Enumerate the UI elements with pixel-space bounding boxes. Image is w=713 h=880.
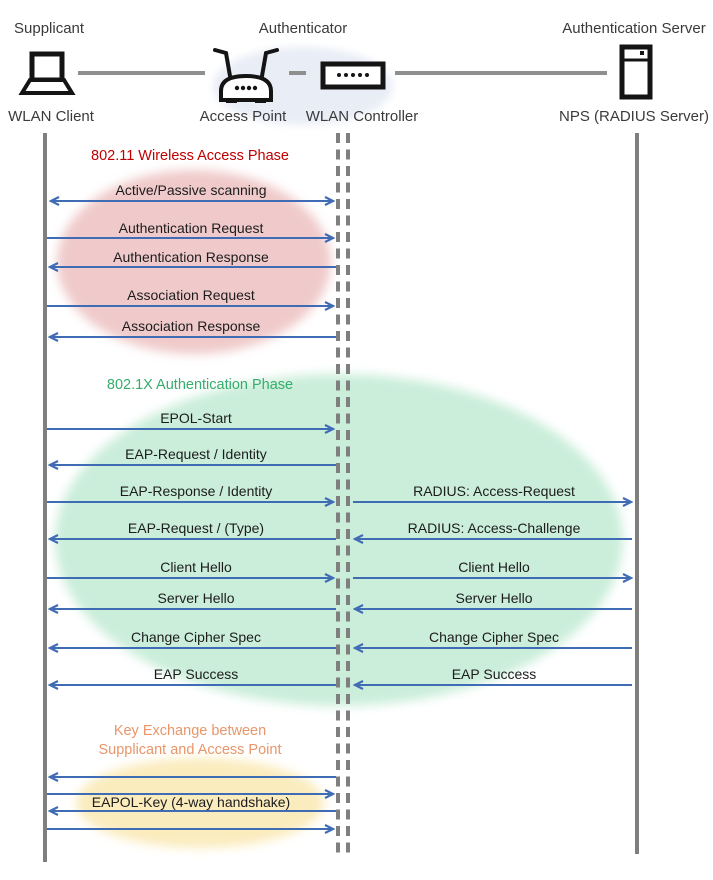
msg-radius-access-request: RADIUS: Access-Request <box>413 483 575 499</box>
device-wlan-client: WLAN Client <box>8 108 94 125</box>
msg-eap-success-right: EAP Success <box>451 666 537 682</box>
msg-server-hello-left: Server Hello <box>157 590 235 606</box>
device-wlan-controller: WLAN Controller <box>305 108 419 125</box>
msg-eap-request-type: EAP-Request / (Type) <box>127 520 265 536</box>
device-nps-radius-server: NPS (RADIUS Server) <box>558 108 710 125</box>
dot1x-phase-title: 802.1X Authentication Phase <box>106 377 294 393</box>
msg-epol-start: EPOL-Start <box>160 410 232 426</box>
msg-active-passive-scanning: Active/Passive scanning <box>115 182 267 198</box>
msg-client-hello-left: Client Hello <box>160 559 232 575</box>
msg-association-response: Association Response <box>121 318 261 334</box>
server-icon <box>622 47 650 97</box>
msg-eap-success-left: EAP Success <box>153 666 239 682</box>
msg-radius-access-challenge: RADIUS: Access-Challenge <box>407 520 581 536</box>
msg-server-hello-right: Server Hello <box>455 590 533 606</box>
wireless-phase-title: 802.11 Wireless Access Phase <box>91 148 289 164</box>
msg-authentication-response: Authentication Response <box>113 249 269 265</box>
msg-eap-request-identity: EAP-Request / Identity <box>125 446 267 462</box>
laptop-icon <box>22 54 72 93</box>
key-exchange-title-line1: Key Exchange between <box>113 723 267 739</box>
device-access-point: Access Point <box>199 108 287 125</box>
msg-change-cipher-spec-left: Change Cipher Spec <box>131 629 261 645</box>
msg-change-cipher-spec-right: Change Cipher Spec <box>429 629 559 645</box>
key-exchange-title-line2: Supplicant and Access Point <box>98 742 282 758</box>
msg-eapol-key: EAPOL-Key (4-way handshake) <box>91 794 291 810</box>
role-supplicant: Supplicant <box>14 20 85 37</box>
role-authenticator: Authenticator <box>258 20 348 37</box>
msg-eap-response-identity: EAP-Response / Identity <box>119 483 273 499</box>
msg-association-request: Association Request <box>127 287 255 303</box>
msg-client-hello-right: Client Hello <box>458 559 530 575</box>
role-authentication-server: Authentication Server <box>562 20 706 37</box>
controller-box-icon <box>323 64 383 87</box>
msg-authentication-request: Authentication Request <box>118 220 264 236</box>
